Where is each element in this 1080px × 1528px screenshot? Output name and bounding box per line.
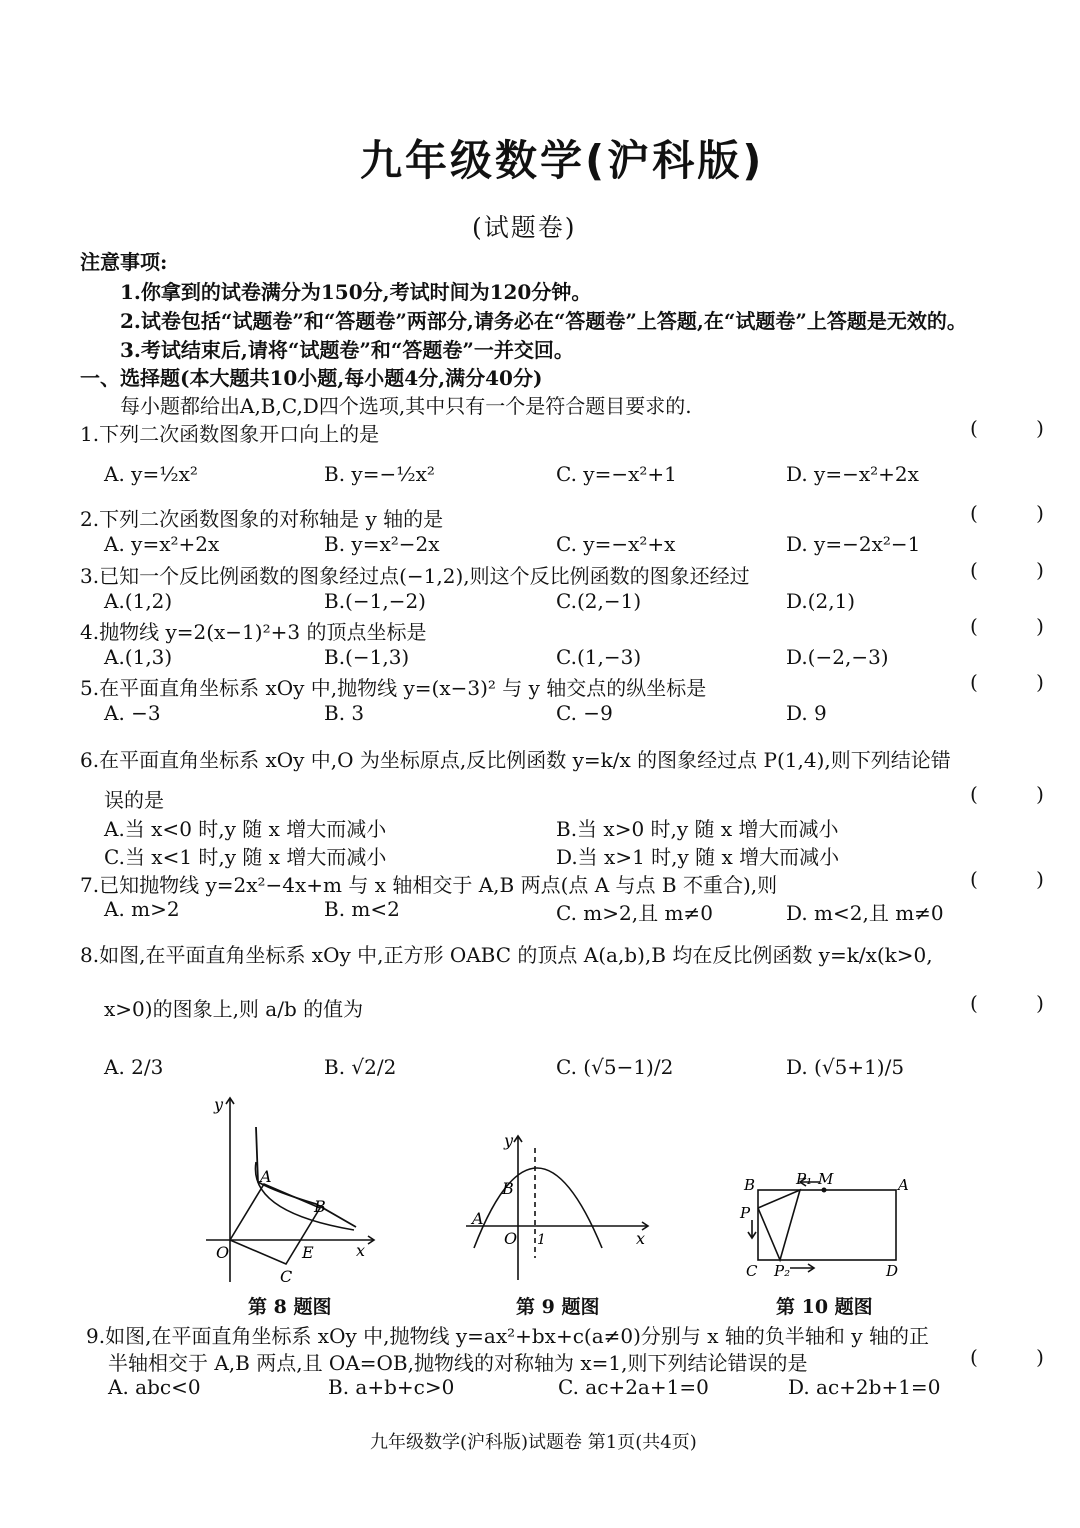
notice-heading: 注意事项:: [80, 250, 168, 274]
page-footer: 九年级数学(沪科版)试题卷 第1页(共4页): [370, 1432, 697, 1453]
answer-blank: ( ): [970, 1345, 1070, 1369]
point-m-label: M: [818, 1170, 834, 1188]
option: C. y=−x²+1: [556, 462, 677, 486]
question-stem: 9.如图,在平面直角坐标系 xOy 中,抛物线 y=ax²+bx+c(a≠0)分别与 x 轴的负半轴和 y 轴的正: [86, 1324, 929, 1348]
option: B. y=−½x²: [324, 462, 435, 486]
section-instruction: 每小题都给出A,B,C,D四个选项,其中只有一个是符合题目要求的.: [120, 394, 692, 418]
answer-blank: ( ): [970, 416, 1070, 440]
point-c-label: C: [280, 1267, 293, 1286]
option: C.(1,−3): [556, 645, 642, 669]
option: A.当 x<0 时,y 随 x 增大而减小: [104, 817, 387, 841]
answer-blank: ( ): [970, 782, 1070, 806]
figure-8-diagram: [196, 1092, 386, 1292]
point-c-label: C: [746, 1262, 758, 1280]
answer-blank: ( ): [970, 670, 1070, 694]
question-stem: 1.下列二次函数图象开口向上的是: [80, 422, 380, 446]
point-a-label: A: [898, 1176, 909, 1194]
question-stem-continued: 误的是: [104, 788, 164, 812]
x-label: x: [636, 1229, 646, 1248]
option: D.当 x>1 时,y 随 x 增大而减小: [556, 845, 840, 869]
question-stem-continued: x>0)的图象上,则 a/b 的值为: [104, 997, 364, 1021]
option: D.(2,1): [786, 589, 856, 613]
question-stem: 7.已知抛物线 y=2x²−4x+m 与 x 轴相交于 A,B 两点(点 A 与点 B 不重合),则: [80, 873, 778, 897]
option: B. a+b+c>0: [328, 1375, 455, 1399]
x-label: x: [356, 1241, 366, 1260]
origin-label: O: [216, 1243, 230, 1262]
point-e-label: E: [302, 1243, 314, 1262]
y-label: y: [214, 1095, 224, 1114]
point-p1-label: P₁: [796, 1170, 813, 1188]
option: C.(2,−1): [556, 589, 642, 613]
tick-label: 1: [537, 1232, 546, 1248]
figure-10-caption: 第 10 题图: [776, 1296, 873, 1318]
option: D. ac+2b+1=0: [788, 1375, 941, 1399]
question-stem: 4.抛物线 y=2(x−1)²+3 的顶点坐标是: [80, 620, 427, 644]
option: B.当 x>0 时,y 随 x 增大而减小: [556, 817, 839, 841]
option: C. y=−x²+x: [556, 532, 676, 556]
figure-9-diagram: [460, 1128, 660, 1288]
option: B. y=x²−2x: [324, 532, 440, 556]
option: D. (√5+1)/5: [786, 1055, 905, 1079]
figure-8-caption: 第 8 题图: [248, 1296, 332, 1318]
figure-9-caption: 第 9 题图: [516, 1296, 600, 1318]
answer-blank: ( ): [970, 558, 1070, 582]
point-b-label: B: [314, 1197, 326, 1216]
option: D. y=−2x²−1: [786, 532, 921, 556]
point-d-label: D: [886, 1262, 899, 1280]
point-a-label: A: [260, 1167, 272, 1186]
option: C. m>2,且 m≠0: [556, 901, 713, 925]
question-stem: 8.如图,在平面直角坐标系 xOy 中,正方形 OABC 的顶点 A(a,b),B 均在反比例函数 y=k/x(k>0,: [80, 943, 933, 967]
option: A.(1,2): [104, 589, 173, 613]
option: B. √2/2: [324, 1055, 397, 1079]
figure-10-diagram: [738, 1168, 918, 1284]
point-b-label: B: [502, 1179, 514, 1198]
notice-item: 1.你拿到的试卷满分为150分,考试时间为120分钟。: [120, 280, 592, 304]
point-p2-label: P₂: [774, 1262, 791, 1280]
question-stem: 2.下列二次函数图象的对称轴是 y 轴的是: [80, 507, 444, 531]
option: D. 9: [786, 701, 827, 725]
option: D.(−2,−3): [786, 645, 889, 669]
y-label: y: [504, 1131, 514, 1150]
option: D. y=−x²+2x: [786, 462, 919, 486]
point-b-label: B: [744, 1176, 756, 1194]
question-stem-continued: 半轴相交于 A,B 两点,且 OA=OB,抛物线的对称轴为 x=1,则下列结论错误的是: [108, 1351, 808, 1375]
option: B.(−1,3): [324, 645, 410, 669]
question-stem: 6.在平面直角坐标系 xOy 中,O 为坐标原点,反比例函数 y=k/x 的图象经过点 P(1,4),则下列结论错: [80, 748, 951, 772]
option: A. y=x²+2x: [104, 532, 220, 556]
option: B. m<2: [324, 897, 400, 921]
point-a-label: A: [472, 1209, 484, 1228]
question-stem: 3.已知一个反比例函数的图象经过点(−1,2),则这个反比例函数的图象还经过: [80, 564, 750, 588]
rectangle-abcd: [758, 1190, 896, 1260]
option: A. 2/3: [104, 1055, 164, 1079]
answer-blank: ( ): [970, 614, 1070, 638]
option: C.当 x<1 时,y 随 x 增大而减小: [104, 845, 387, 869]
option: C. ac+2a+1=0: [558, 1375, 709, 1399]
option: A.(1,3): [104, 645, 173, 669]
answer-blank: ( ): [970, 991, 1070, 1015]
section-heading: 一、选择题(本大题共10小题,每小题4分,满分40分): [80, 366, 543, 390]
option: A. abc<0: [108, 1375, 201, 1399]
notice-item: 3.考试结束后,请将“试题卷”和“答题卷”一并交回。: [120, 338, 574, 362]
answer-blank: ( ): [970, 867, 1070, 891]
page-subtitle: (试题卷): [472, 213, 577, 242]
option: B. 3: [324, 701, 365, 725]
point-m-dot: [822, 1188, 827, 1193]
option: A. −3: [104, 701, 161, 725]
origin-label: O: [504, 1229, 518, 1248]
option: A. m>2: [104, 897, 180, 921]
question-stem: 5.在平面直角坐标系 xOy 中,抛物线 y=(x−3)² 与 y 轴交点的纵坐标是: [80, 676, 707, 700]
triangle-pp1p2: [758, 1190, 800, 1260]
answer-blank: ( ): [970, 501, 1070, 525]
option: A. y=½x²: [104, 462, 198, 486]
option: B.(−1,−2): [324, 589, 426, 613]
point-p-label: P: [740, 1204, 751, 1222]
option: C. (√5−1)/2: [556, 1055, 674, 1079]
option: C. −9: [556, 701, 613, 725]
option: D. m<2,且 m≠0: [786, 901, 944, 925]
page-title: 九年级数学(沪科版): [360, 136, 765, 185]
notice-item: 2.试卷包括“试题卷”和“答题卷”两部分,请务必在“答题卷”上答题,在“试题卷”上答题是无效的。: [120, 309, 967, 333]
